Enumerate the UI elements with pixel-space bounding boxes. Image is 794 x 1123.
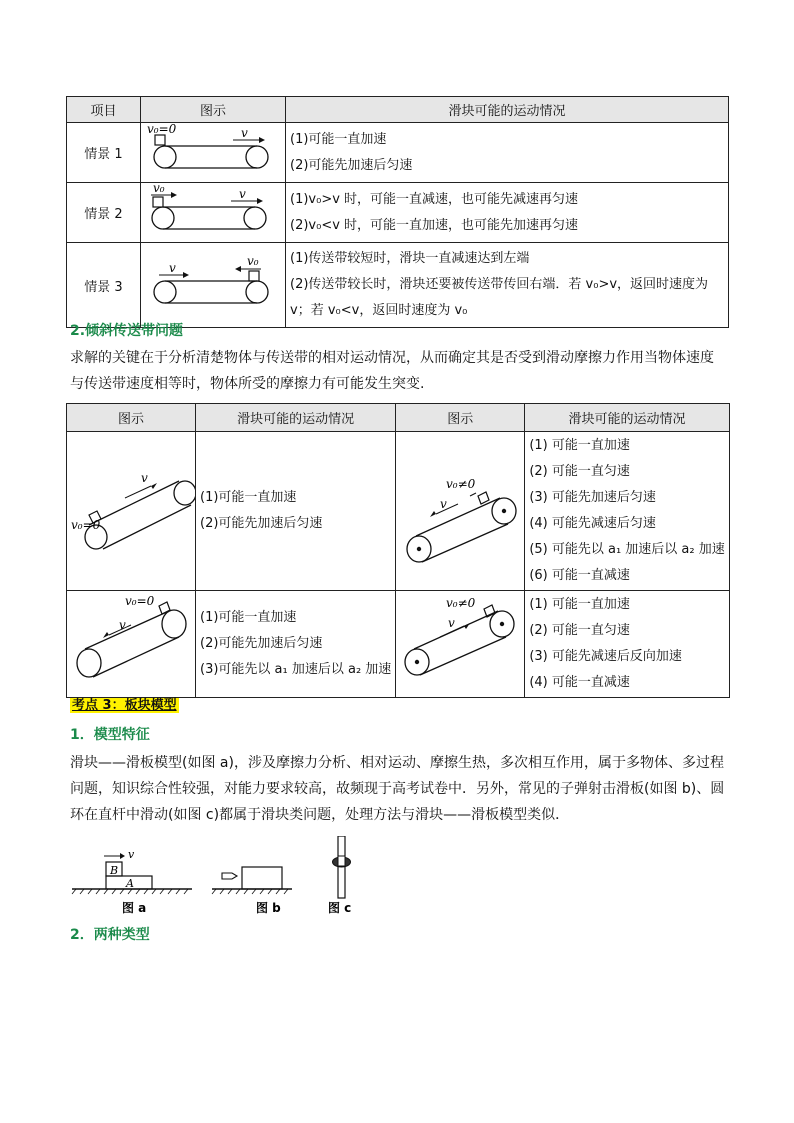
figure-b [212, 867, 292, 915]
v0-label: v₀=0 [71, 518, 101, 532]
motion-cell [525, 432, 729, 591]
para-line: 环在直杆中滑动(如图 c)都属于滑块类问题，处理方法与滑块——滑板模型类似． [70, 807, 570, 823]
v-label: v [141, 471, 148, 485]
motion-line: (3) 可能先加速后匀速 [529, 490, 656, 505]
motion-line: (2)可能先加速后匀速 [200, 636, 323, 651]
board-a-label: A [126, 877, 134, 890]
motion-line: (1)传送带较短时，滑块一直减速达到左端 [290, 251, 530, 266]
figure-c [328, 836, 351, 915]
section-title-inclined-belt: 2.倾斜传送带问题 [70, 323, 184, 339]
para-line: 求解的关键在于分析清楚物体与传送带的相对运动情况，从而确定其是否受到滑动摩擦力作用当物体速度 [70, 350, 714, 366]
motion-cell [286, 183, 729, 243]
table-row [67, 243, 729, 328]
v0-label: v₀=0 [125, 594, 155, 608]
para-line: 与传送带速度相等时，物体所受的摩擦力有可能发生突变. [70, 376, 425, 392]
motion-line: (1) 可能一直加速 [529, 597, 630, 612]
para-line: 滑块——滑板模型(如图 a)，涉及摩擦力分析、相对运动、摩擦生热，多次相互作用，属于多物体、多过程 [70, 755, 724, 771]
motion-line: (3)可能先以 a₁ 加速后以 a₂ 加速 [200, 662, 392, 677]
kaodian-label: 考点 3：板块模型 [72, 698, 177, 713]
model-figures [70, 836, 370, 918]
header-figure: 图示 [141, 97, 286, 123]
motion-line: (2) 可能一直匀速 [529, 623, 630, 638]
v-label: v [119, 618, 126, 632]
section-paragraph [70, 750, 740, 828]
header-motion: 滑块可能的运动情况 [196, 404, 396, 432]
motion-cell [196, 432, 396, 591]
v0-label: v₀=0 [147, 123, 177, 136]
v-label: v [241, 126, 248, 140]
motion-line: (4) 可能一直减速 [529, 675, 630, 690]
motion-line: (2) 可能一直匀速 [529, 464, 630, 479]
belt-figure-2 [141, 183, 286, 243]
header-item: 项目 [67, 97, 141, 123]
motion-cell [525, 591, 729, 698]
v0-label: v₀≠0 [446, 477, 476, 491]
v-label: v [448, 616, 456, 630]
section-paragraph [70, 345, 740, 397]
belt-figure-1 [141, 123, 286, 183]
motion-cell [196, 591, 396, 698]
kaodian-heading [70, 694, 179, 713]
incline-figure-top-start [67, 591, 196, 698]
v0-label: v₀≠0 [446, 596, 476, 610]
motion-cell [286, 123, 729, 183]
motion-line: (1)可能一直加速 [200, 490, 297, 505]
motion-line: (2)v₀<v 时，可能一直加速，也可能先加速再匀速 [290, 217, 579, 233]
v-label: v [169, 261, 176, 275]
block-b-label: B [110, 864, 119, 877]
header-figure: 图示 [396, 404, 525, 432]
para-line: 问题，知识综合性较强，对能力要求较高，故频现于高考试卷中．另外，常见的子弹射击滑板(如图 b)、圆 [70, 781, 725, 797]
header-figure: 图示 [67, 404, 196, 432]
belt-figure-3 [141, 243, 286, 328]
header-motion: 滑块可能的运动情况 [525, 404, 729, 432]
caption-c: 图 c [328, 901, 352, 915]
motion-line: (1)可能一直加速 [200, 610, 297, 625]
caption-b: 图 b [256, 901, 281, 915]
header-motion: 滑块可能的运动情况 [286, 97, 729, 123]
subsection-title-types: 2．两种类型 [70, 927, 150, 943]
v0-label: v₀ [153, 183, 165, 195]
incline-figure-up-nonzero [396, 591, 525, 698]
table-row [67, 123, 729, 183]
motion-line: (3) 可能先减速后反向加速 [529, 649, 682, 664]
v-label: v [239, 187, 246, 201]
motion-line: (5) 可能先以 a₁ 加速后以 a₂ 加速 [529, 542, 725, 557]
motion-line: v；若 v₀<v，返回时速度为 v₀ [290, 303, 468, 318]
motion-line: (4) 可能先减速后匀速 [529, 516, 656, 531]
table-row [67, 183, 729, 243]
motion-line: (1)可能一直加速 [290, 131, 387, 147]
motion-line: (1)v₀>v 时，可能一直减速，也可能先减速再匀速 [290, 191, 579, 207]
figure-a [72, 848, 192, 915]
motion-line: (1) 可能一直加速 [529, 438, 630, 453]
table-inclined-belt [66, 403, 730, 698]
row-label: 情景 2 [67, 183, 141, 243]
row-label: 情景 1 [67, 123, 141, 183]
table-horizontal-belt [66, 96, 729, 328]
incline-figure-down [396, 432, 525, 591]
subsection-title-features: 1．模型特征 [70, 727, 150, 743]
v-label: v [440, 497, 448, 511]
motion-line: (2)可能先加速后匀速 [200, 516, 323, 531]
motion-cell [286, 243, 729, 328]
motion-line: (2)可能先加速后匀速 [290, 157, 413, 173]
motion-line: (2)传送带较长时，滑块还要被传送带传回右端．若 v₀>v，返回时速度为 [290, 277, 709, 292]
incline-figure-up [67, 432, 196, 591]
v0-label: v₀ [247, 254, 259, 268]
motion-line: (6) 可能一直减速 [529, 568, 630, 583]
row-label: 情景 3 [67, 243, 141, 328]
caption-a: 图 a [122, 901, 147, 915]
table-row [67, 591, 730, 698]
table-row [67, 432, 730, 591]
v-label: v [128, 848, 135, 861]
